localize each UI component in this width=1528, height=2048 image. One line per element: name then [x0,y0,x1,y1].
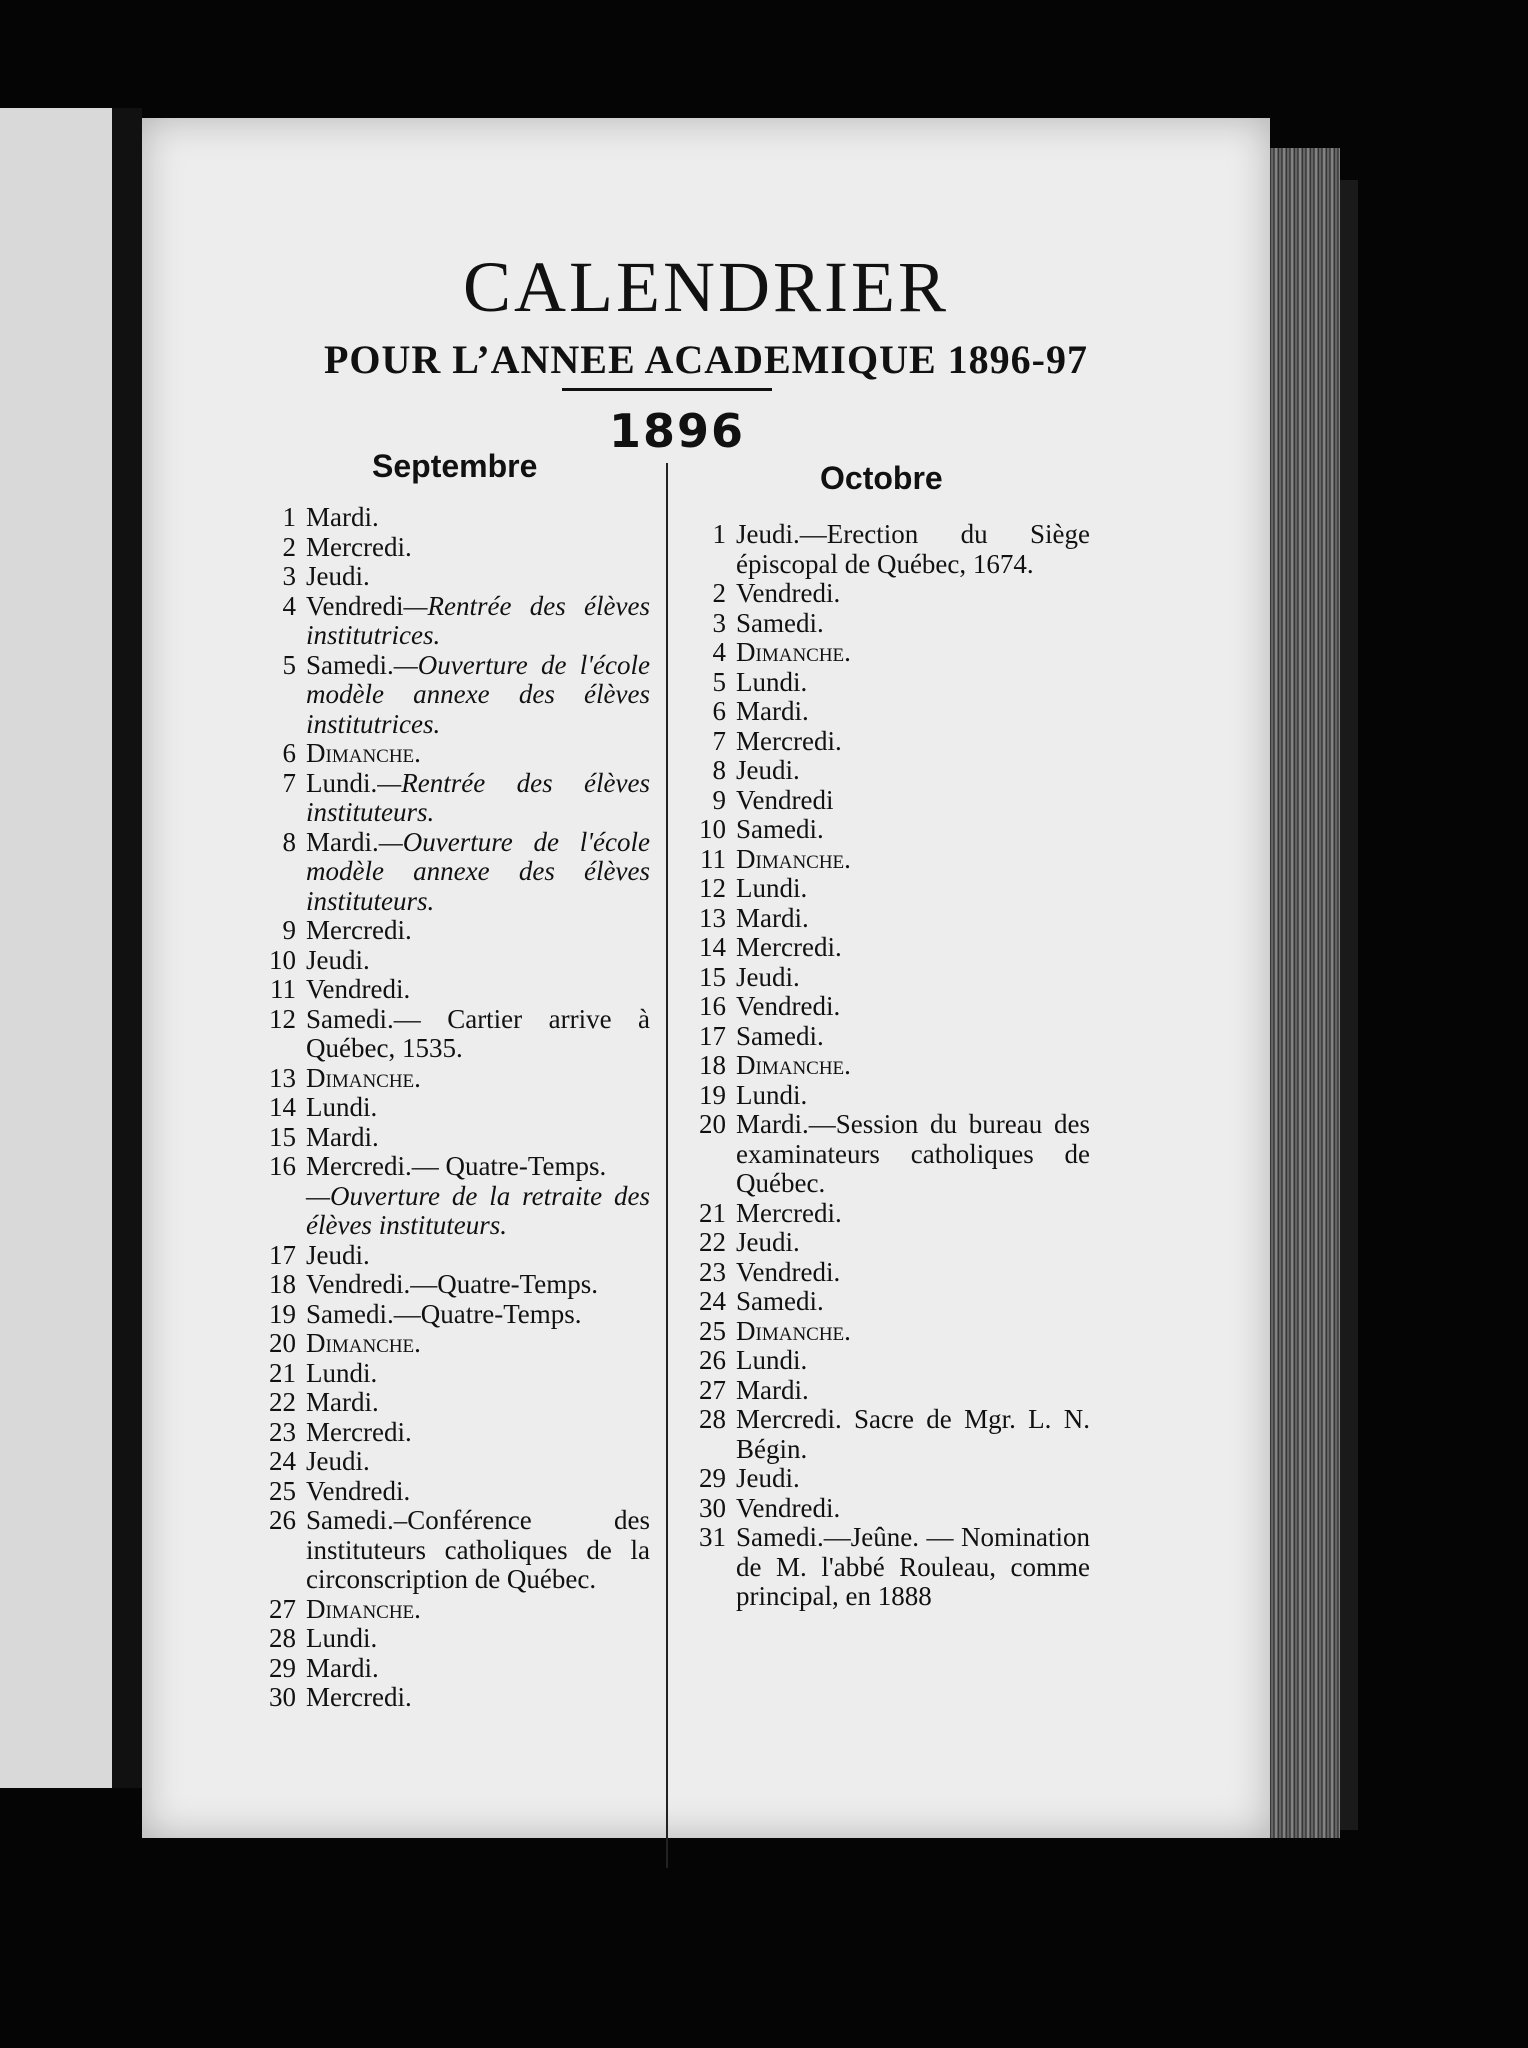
september-column [250,503,650,1713]
list-item: 29 Jeudi. [699,1463,800,1493]
list-item: 1 Jeudi.—Erection du Siège épiscopal de Québec, 1674. [712,519,1090,579]
list-item: 16 Mercredi.— Quatre-Temps. —Ouverture de la retraite des élèves instituteurs. [269,1151,650,1240]
adjacent-page [0,108,112,1788]
list-item: 24 Jeudi. [269,1446,370,1476]
list-item: 12 Samedi.— Cartier arrive à Québec, 1535. [269,1003,650,1063]
list-item: 19 Samedi.—Quatre-Temps. [269,1298,582,1329]
page-subtitle: POUR L’ANNEE ACADEMIQUE 1896-97 [323,337,1088,382]
list-item: 24 Samedi. [699,1286,824,1316]
page-stack-edge [1270,148,1340,1838]
list-item: 16 Vendredi. [699,991,841,1021]
list-item: 11 Vendredi. [270,974,411,1004]
list-item: 5 Samedi.—Ouverture de l'école modèle annexe des élèves institutrices. [282,649,650,739]
list-item: 14 Lundi. [269,1092,378,1122]
list-item: 14 Mercredi. [699,932,842,962]
list-item: 21 Lundi. [269,1357,378,1388]
list-item: 5 Lundi. [712,666,808,697]
list-item: 8 Jeudi. [712,755,800,785]
list-item: 26 Samedi.–Conférence des instituteurs catholiques de la circonscription de Québec. [269,1505,650,1594]
list-item: 23 Vendredi. [699,1256,841,1287]
list-item: 23 Mercredi. [269,1416,412,1447]
list-item: 27 Dimanche. [269,1593,421,1624]
list-item: 20 Mardi.—Session du bureau des examinateurs catholiques de Québec. [699,1109,1090,1198]
list-item: 25 Vendredi. [269,1475,411,1506]
list-item: 19 Lundi. [699,1079,808,1110]
list-item: 7 Mercredi. [712,725,842,756]
list-item: 12 Lundi. [699,873,808,903]
list-item: 29 Mardi. [269,1652,379,1683]
list-item: 10 Samedi. [699,814,824,844]
list-item: 3 Jeudi. [282,561,370,591]
list-item: 1 Mardi. [282,502,379,532]
title-rule [562,388,772,391]
list-item: 20 Dimanche. [269,1328,421,1358]
list-item: 27 Mardi. [699,1374,809,1405]
list-item: 28 Mercredi. Sacre de Mgr. L. N. Bégin. [699,1404,1090,1464]
list-item: 15 Mardi. [269,1121,379,1152]
list-item: 2 Mercredi. [282,531,412,562]
september-heading: Septembre [372,448,538,484]
list-item: 21 Mercredi. [699,1197,842,1228]
list-item: 18 Dimanche. [699,1050,851,1080]
list-item: 30 Mercredi. [269,1682,412,1712]
list-item: 4 Vendredi—Rentrée des élèves institutrices. [282,590,650,650]
list-item: 25 Dimanche. [699,1315,851,1346]
list-item: 31 Samedi.—Jeûne. — Nomination de M. l'abbé Rouleau, comme principal, en 1888 [699,1522,1090,1611]
list-item: 3 Samedi. [712,607,824,638]
list-item: 8 Mardi.—Ouverture de l'école modèle annexe des élèves instituteurs. [282,826,650,916]
list-item: 13 Mardi. [699,902,809,933]
year-heading: 1896 [608,404,746,458]
gutter [112,108,142,1788]
list-item: 17 Jeudi. [269,1239,370,1270]
list-item: 22 Jeudi. [699,1227,800,1257]
list-item: 4 Dimanche. [712,637,851,667]
list-item: 18 Vendredi.—Quatre-Temps. [269,1269,599,1299]
calendar-page [142,118,1270,1838]
october-column [680,520,1090,1612]
list-item: 2 Vendredi. [712,578,841,608]
list-item: 9 Vendredi [712,784,834,815]
list-item: 6 Dimanche. [282,738,421,768]
list-item: 11 Dimanche. [700,843,851,874]
list-item: 28 Lundi. [269,1623,378,1653]
list-item: 6 Mardi. [712,696,809,726]
list-item: 22 Mardi. [269,1387,379,1417]
list-item: 30 Vendredi. [699,1492,841,1523]
list-item: 10 Jeudi. [269,944,370,975]
list-item: 26 Lundi. [699,1345,808,1375]
list-item: 17 Samedi. [699,1020,824,1051]
book-cover-edge [1340,180,1358,1830]
october-heading: Octobre [820,460,943,496]
column-divider [666,463,668,1868]
list-item: 15 Jeudi. [699,961,800,992]
list-item: 7 Lundi.—Rentrée des élèves instituteurs. [282,767,650,827]
list-item: 13 Dimanche. [269,1062,421,1093]
list-item: 9 Mercredi. [282,915,412,945]
page-title: CALENDRIER [463,247,949,327]
